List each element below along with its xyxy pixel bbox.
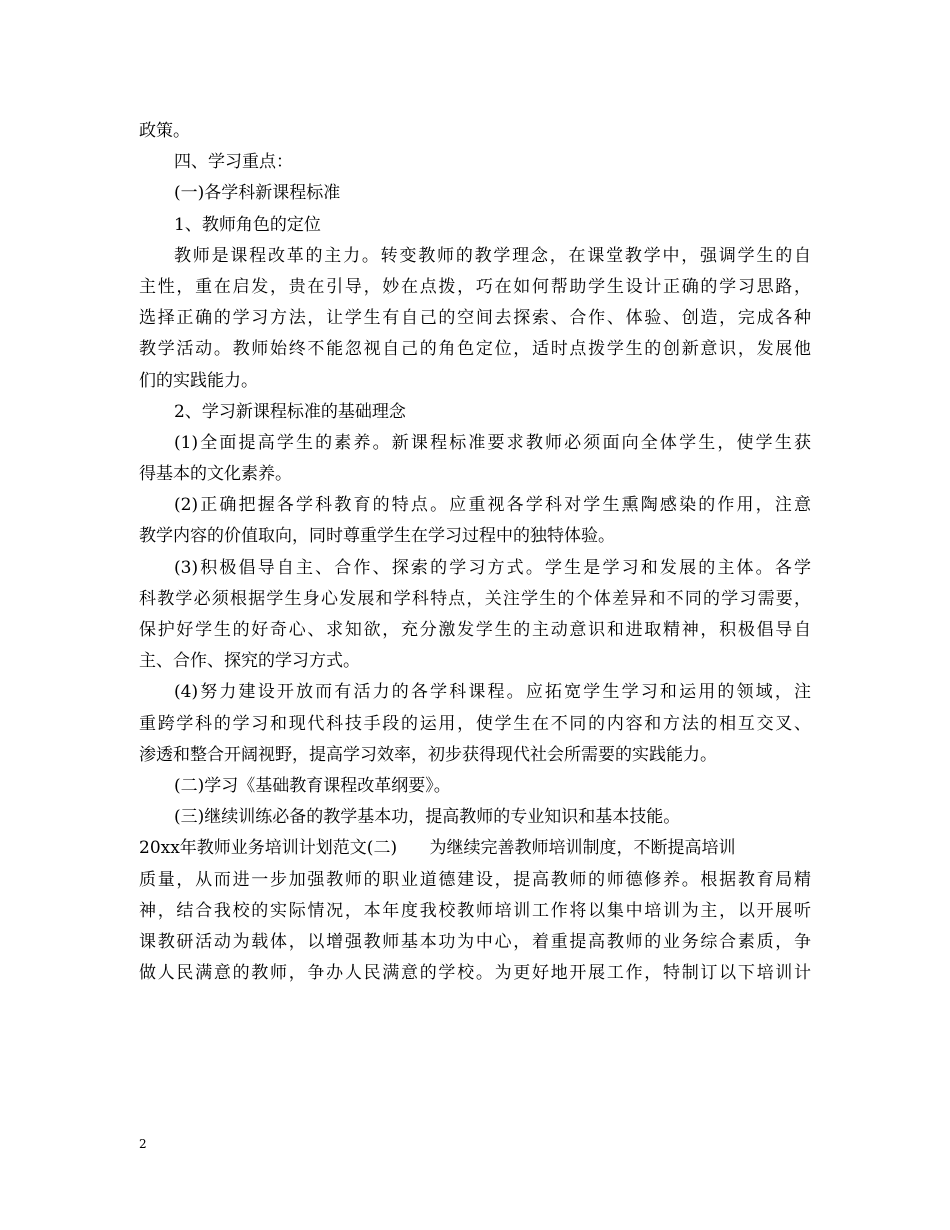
text-line: 教师是课程改革的主力。转变教师的教学理念，在课堂教学中，强调学生的自 <box>174 245 811 266</box>
text-line: 20xx年教师业务培训计划范文(二) 为继续完善教师培训制度，不断提高培训 <box>139 838 736 859</box>
text-line: (二)学习《基础教育课程改革纲要》。 <box>174 775 451 796</box>
text-line: 教学内容的价值取向，同时尊重学生在学习过程中的独特体验。 <box>139 526 615 547</box>
text-line: (1)全面提高学生的素养。新课程标准要求教师必须面向全体学生，使学生获 <box>174 432 811 453</box>
document-body <box>139 116 811 989</box>
text-line: 四、学习重点： <box>174 152 293 173</box>
text-line: 得基本的文化素养。 <box>139 464 292 485</box>
text-line: 神，结合我校的实际情况，本年度我校教师培训工作将以集中培训为主，以开展听 <box>139 900 811 921</box>
page-number: 2 <box>139 1137 147 1151</box>
text-line: 们的实践能力。 <box>139 370 258 391</box>
text-line: (3)积极倡导自主、合作、探索的学习方式。学生是学习和发展的主体。各学 <box>174 557 811 578</box>
text-line: (4)努力建设开放而有活力的各学科课程。应拓宽学生学习和运用的领域，注 <box>174 682 811 703</box>
text-line: 政策。 <box>139 121 190 141</box>
text-line: 保护好学生的好奇心、求知欲，充分激发学生的主动意识和进取精神，积极倡导自 <box>139 620 811 640</box>
text-line: 主、合作、探究的学习方式。 <box>139 651 360 672</box>
text-line: 主性，重在启发，贵在引导，妙在点拨，巧在如何帮助学生设计正确的学习思路， <box>139 276 811 297</box>
text-line: 2、学习新课程标准的基础理念 <box>174 401 406 422</box>
text-line: (2)正确把握各学科教育的特点。应重视各学科对学生熏陶感染的作用，注意 <box>174 495 811 516</box>
text-line: 质量，从而进一步加强教师的职业道德建设，提高教师的师德修养。根据教育局精 <box>139 869 811 890</box>
text-line: (一)各学科新课程标准 <box>174 183 341 204</box>
text-line: 课教研活动为载体，以增强教师基本功为中心，着重提高教师的业务综合素质，争 <box>139 931 811 952</box>
text-line: 选择正确的学习方法，让学生有自己的空间去探索、合作、体验、创造，完成各种 <box>139 308 811 329</box>
text-line: 1、教师角色的定位 <box>174 214 321 235</box>
text-line: 做人民满意的教师，争办人民满意的学校。为更好地开展工作，特制订以下培训计 <box>139 963 811 984</box>
text-line: 渗透和整合开阔视野，提高学习效率，初步获得现代社会所需要的实践能力。 <box>139 744 717 765</box>
text-line: (三)继续训练必备的教学基本功，提高教师的专业知识和基本技能。 <box>174 807 681 828</box>
text-line: 科教学必须根据学生身心发展和学科特点，关注学生的个体差异和不同的学习需要， <box>139 588 811 609</box>
text-line: 教学活动。教师始终不能忽视自己的角色定位，适时点拨学生的创新意识，发展他 <box>139 339 811 360</box>
text-line: 重跨学科的学习和现代科技手段的运用，使学生在不同的内容和方法的相互交叉、 <box>139 713 811 734</box>
